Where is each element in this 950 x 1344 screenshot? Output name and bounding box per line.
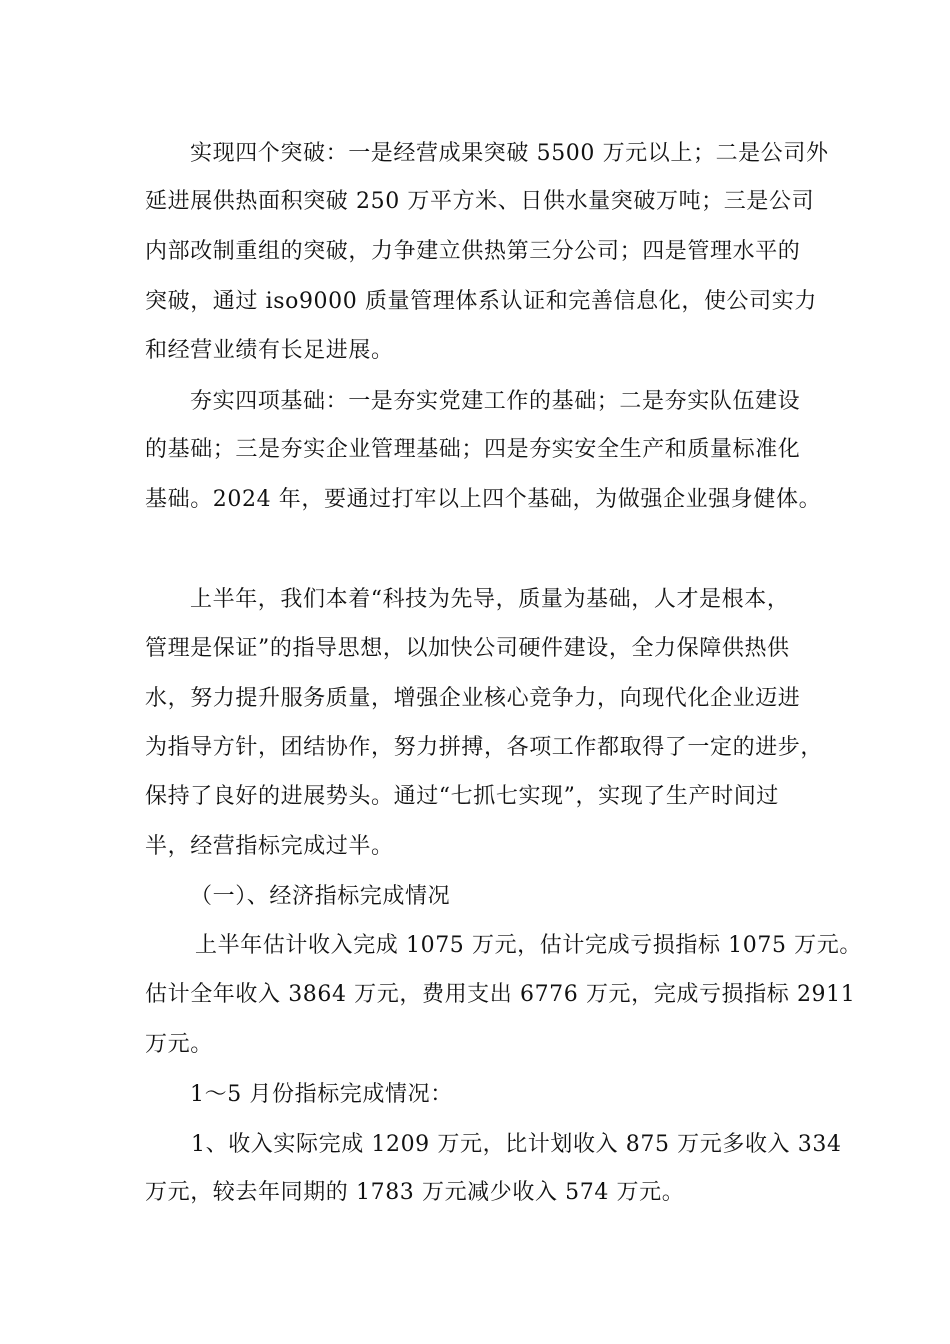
paragraph-breakthroughs-line-1: 实现四个突破：一是经营成果突破 5500 万元以上；二是公司外	[190, 141, 829, 166]
paragraph-breakthroughs-line-3: 内部改制重组的突破，力争建立供热第三分公司；四是管理水平的	[145, 239, 801, 264]
paragraph-first-half-line-2: 管理是保证”的指导思想，以加快公司硬件建设，全力保障供热供	[145, 636, 790, 661]
paragraph-breakthroughs-line-2: 延进展供热面积突破 250 万平方米、日供水量突破万吨；三是公司	[145, 189, 815, 214]
paragraph-estimate-line-1: 上半年估计收入完成 1075 万元，估计完成亏损指标 1075 万元。	[195, 933, 862, 958]
paragraph-first-half-line-1: 上半年，我们本着“科技为先导，质量为基础，人才是根本，	[190, 587, 790, 612]
paragraph-first-half-line-5: 保持了良好的进展势头。通过“七抓七实现”，实现了生产时间过	[145, 784, 779, 809]
paragraph-foundations-line-1: 夯实四项基础：一是夯实党建工作的基础；二是夯实队伍建设	[190, 389, 801, 414]
paragraph-breakthroughs-line-5: 和经营业绩有长足进展。	[145, 338, 394, 363]
paragraph-first-half-line-3: 水，努力提升服务质量，增强企业核心竞争力，向现代化企业迈进	[145, 686, 801, 711]
paragraph-foundations-line-2: 的基础；三是夯实企业管理基础；四是夯实安全生产和质量标准化	[145, 437, 801, 462]
paragraph-foundations-line-3: 基础。2024 年，要通过打牢以上四个基础，为做强企业强身健体。	[145, 487, 822, 512]
paragraph-revenue-line-1: 1、收入实际完成 1209 万元，比计划收入 875 万元多收入 334	[191, 1132, 842, 1157]
paragraph-estimate-line-3: 万元。	[145, 1032, 213, 1057]
paragraph-revenue-line-2: 万元，较去年同期的 1783 万元减少收入 574 万元。	[145, 1180, 685, 1205]
section-heading-economic-indicators: （一）、经济指标完成情况	[190, 884, 451, 909]
paragraph-first-half-line-6: 半，经营指标完成过半。	[145, 834, 394, 859]
paragraph-breakthroughs-line-4: 突破，通过 iso9000 质量管理体系认证和完善信息化，使公司实力	[145, 289, 817, 314]
subheading-jan-may: 1～5 月份指标完成情况：	[190, 1082, 453, 1107]
paragraph-estimate-line-2: 估计全年收入 3864 万元，费用支出 6776 万元，完成亏损指标 2911	[145, 982, 856, 1007]
paragraph-first-half-line-4: 为指导方针，团结协作，努力拼搏，各项工作都取得了一定的进步，	[145, 735, 824, 760]
